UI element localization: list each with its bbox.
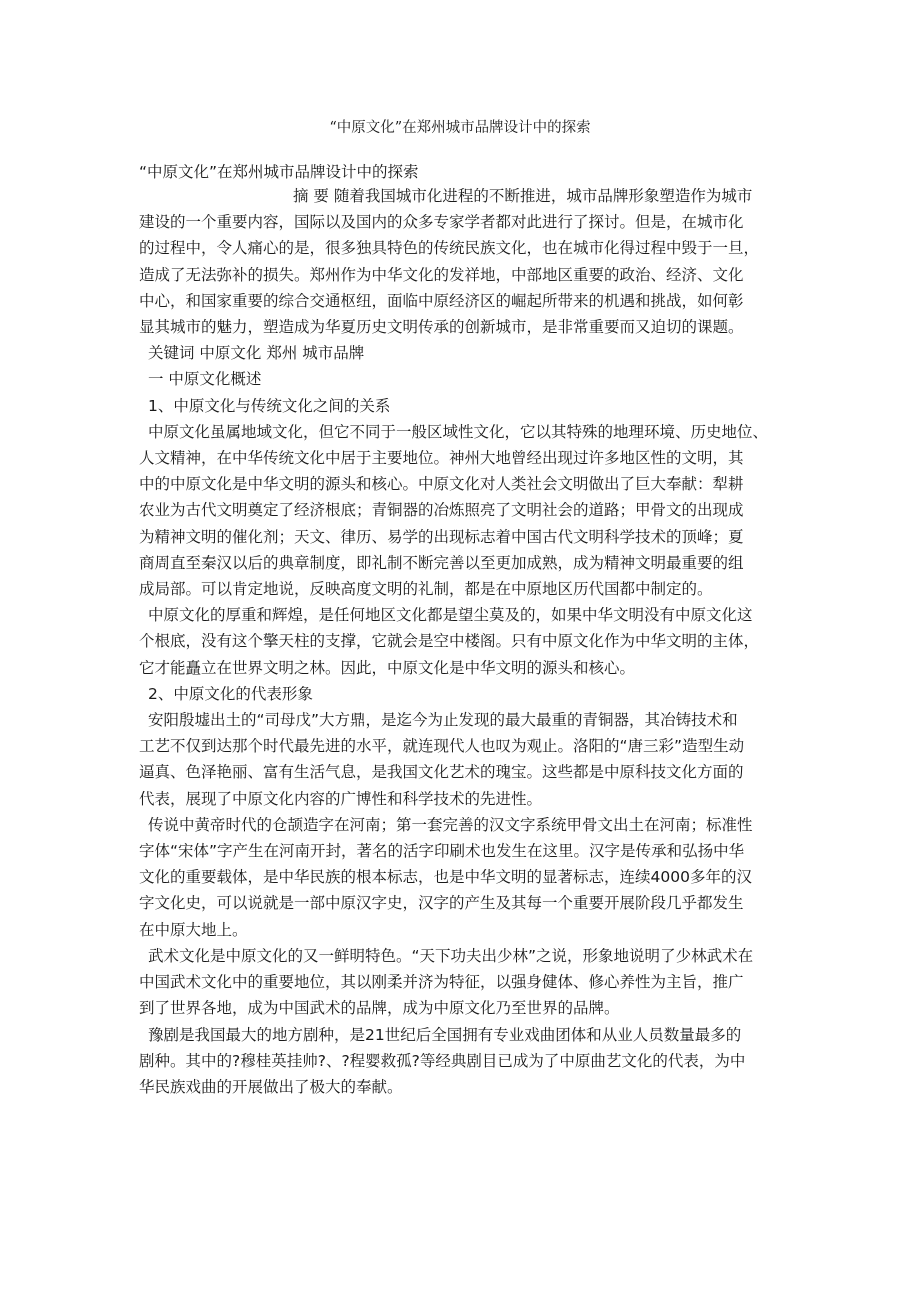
paragraph-line: 人文精神，在中华传统文化中居于主要地位。神州大地曾经出现过许多地区性的文明，其 <box>139 449 744 468</box>
paragraph-line: 剧种。其中的?穆桂英挂帅?、?程婴救孤?等经典剧目已成为了中原曲艺文化的代表，为中 <box>139 1051 746 1070</box>
abstract-paragraph <box>139 183 779 340</box>
subsection-heading: 2、中原文化的代表形象 <box>148 684 313 703</box>
paragraph-line: 字文化史，可以说就是一部中原汉字史，汉字的产生及其每一个重要开展阶段几乎都发生 <box>139 894 744 913</box>
document-subtitle: “中原文化”在郑州城市品牌设计中的探索 <box>139 163 419 181</box>
document-body <box>139 183 779 1100</box>
paragraph-1 <box>139 419 779 602</box>
paragraph-line: 中国武术文化中的重要地位，其以刚柔并济为特征，以强身健体、修心养性为主旨，推广 <box>139 973 744 992</box>
paragraph-line: 安阳殷墟出土的“司母戊”大方鼎，是迄今为止发现的最大最重的青铜器，其冶铸技术和 <box>148 711 738 730</box>
paragraph-4 <box>139 812 779 943</box>
paragraph-6 <box>139 1022 779 1101</box>
paragraph-line: 豫剧是我国最大的地方剧种，是21世纪后全国拥有专业戏曲团体和从业人员数量最多的 <box>148 1025 742 1044</box>
paragraph-line: 逼真、色泽艳丽、富有生活气息，是我国文化艺术的瑰宝。这些都是中原科技文化方面的 <box>139 763 744 782</box>
paragraph-line: 代表，展现了中原文化内容的广博性和科学技术的先进性。 <box>139 789 543 808</box>
paragraph-line: 成局部。可以肯定地说，反映高度文明的礼制，都是在中原地区历代国都中制定的。 <box>139 580 713 599</box>
paragraph-5 <box>139 943 779 1022</box>
paragraph-line: 为精神文明的催化剂；天文、律历、易学的出现标志着中国古代文明科学技术的顶峰；夏 <box>139 527 744 546</box>
paragraph-line: 华民族戏曲的开展做出了极大的奉献。 <box>139 1077 403 1096</box>
document-title: “中原文化”在郑州城市品牌设计中的探索 <box>329 120 591 136</box>
paragraph-line: 工艺不仅到达那个时代最先进的水平，就连现代人也叹为观止。洛阳的“唐三彩”造型生动 <box>139 737 745 756</box>
abstract-line: 造成了无法弥补的损失。郑州作为中华文化的发祥地，中部地区重要的政治、经济、文化 <box>139 265 744 284</box>
paragraph-line: 在中原大地上。 <box>139 920 248 939</box>
paragraph-line: 传说中黄帝时代的仓颉造字在河南；第一套完善的汉文字系统甲骨文出土在河南；标准性 <box>148 815 753 834</box>
paragraph-line: 商周直至秦汉以后的典章制度，即礼制不断完善以至更加成熟，成为精神文明最重要的组 <box>139 553 744 572</box>
paragraph-line: 字体“宋体”字产生在河南开封，著名的活字印刷术也发生在这里。汉字是传承和弘扬中华 <box>139 842 745 861</box>
paragraph-line: 文化的重要载体，是中华民族的根本标志，也是中华文明的显著标志，连续4000多年的汉 <box>139 868 752 887</box>
paragraph-2 <box>139 602 779 681</box>
paragraph-line: 中原文化虽属地域文化，但它不同于一般区域性文化，它以其特殊的地理环境、历史地位、 <box>148 422 769 441</box>
paragraph-3 <box>139 707 779 812</box>
paragraph-line: 它才能矗立在世界文明之林。因此，中原文化是中华文明的源头和核心。 <box>139 658 636 677</box>
abstract-line: 中心，和国家重要的综合交通枢纽，面临中原经济区的崛起所带来的机遇和挑战，如何彰 <box>139 291 744 310</box>
abstract-line: 显其城市的魅力，塑造成为华夏历史文明传承的创新城市，是非常重要而又迫切的课题。 <box>139 318 744 337</box>
keywords-line: 关键词 中原文化 郑州 城市品牌 <box>148 344 365 363</box>
paragraph-line: 武术文化是中原文化的又一鲜明特色。“天下功夫出少林”之说，形象地说明了少林武术在 <box>148 946 754 965</box>
paragraph-line: 中的中原文化是中华文明的源头和核心。中原文化对人类社会文明做出了巨大奉献：犁耕 <box>139 475 744 494</box>
abstract-line: 摘 要 随着我国城市化进程的不断推进，城市品牌形象塑造作为城市 <box>293 187 753 205</box>
abstract-line: 建设的一个重要内容，国际以及国内的众多专家学者都对此进行了探讨。但是，在城市化 <box>139 213 744 232</box>
paragraph-line: 中原文化的厚重和辉煌，是任何地区文化都是望尘莫及的，如果中华文明没有中原文化这 <box>148 606 753 625</box>
abstract-line: 的过程中，令人痛心的是，很多独具特色的传统民族文化，也在城市化得过程中毁于一旦， <box>139 239 760 258</box>
section-heading: 一 中原文化概述 <box>148 370 262 389</box>
paragraph-line: 农业为古代文明奠定了经济根底；青铜器的冶炼照亮了文明社会的道路；甲骨文的出现成 <box>139 501 744 520</box>
paragraph-line: 到了世界各地，成为中国武术的品牌，成为中原文化乃至世界的品牌。 <box>139 999 620 1018</box>
paragraph-line: 个根底，没有这个擎天柱的支撑，它就会是空中楼阁。只有中原文化作为中华文明的主体， <box>139 632 760 651</box>
subsection-heading: 1、中原文化与传统文化之间的关系 <box>148 396 391 415</box>
